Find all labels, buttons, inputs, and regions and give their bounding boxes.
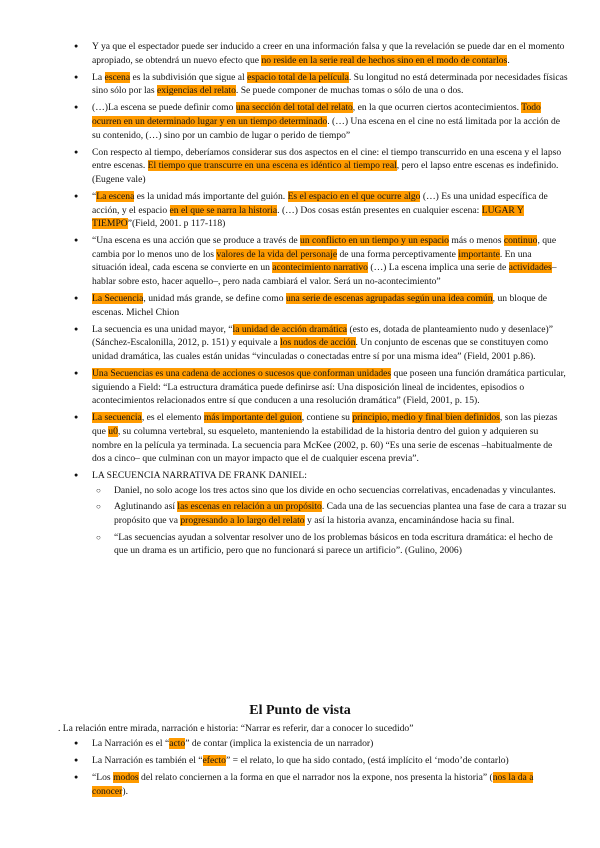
text-segment: (…) La escena implica una serie de: [367, 262, 509, 274]
text-segment: Daniel, no solo acoge los tres actos sino que los divide en ocho secuencias correlativas, encadenadas y vinculantes.: [114, 484, 556, 496]
text-segment: La Narración es también el “: [92, 755, 203, 767]
text-segment: ” = el relato, lo que ha sido contado, (está implícito el ‘modo’de contarlo): [225, 755, 509, 767]
highlighted-text: Todo ocurren en un determinado lugar y en un tiempo determinado: [92, 102, 541, 127]
bullet-item: [0, 323, 600, 364]
highlighted-text: La secuencia: [92, 412, 142, 424]
highlighted-text: acto: [169, 738, 186, 749]
bullet-item: [0, 411, 600, 465]
bullet-text: [92, 771, 568, 798]
text-segment: La secuencia es una unidad mayor, “: [92, 323, 233, 335]
bullet-text: [92, 101, 568, 142]
sub-bullet-item: [92, 500, 568, 527]
highlighted-text: una sección del total del relato: [235, 102, 353, 114]
bullet-text: [92, 323, 568, 364]
highlighted-text: más importante del guion: [203, 412, 302, 424]
bullet-text: [92, 754, 568, 768]
bullet-item: [0, 71, 600, 98]
text-segment: . Cada una de las secuencias plantea una fase de cara a trazar su propósito que va: [114, 501, 567, 526]
highlighted-text: modos: [113, 772, 139, 784]
highlighted-text: actividades: [508, 262, 552, 274]
bullet-item: [0, 469, 600, 558]
highlighted-text: las escenas en relación a un propósito: [177, 501, 322, 513]
bullet-list-escena-secuencia: [0, 40, 600, 561]
text-segment: ”(Field, 2001. p 117-118): [127, 218, 226, 230]
bullet-item: [0, 771, 600, 798]
highlighted-text: los nudos de acción: [280, 337, 356, 349]
text-segment: . Un conjunto de escenas que se constituyen como unidad dramática, las cuales están unidas “vinculadas o conectadas entre sí por una misma idea” (Field, 2001 p.86).: [92, 337, 549, 362]
text-segment: , es el elemento: [141, 412, 204, 424]
text-segment: .: [507, 54, 510, 66]
highlighted-text: la unidad de acción dramática: [232, 323, 348, 335]
text-segment: de una forma perceptivamente: [337, 248, 459, 260]
bullet-text: [92, 367, 568, 408]
bullet-text: [92, 234, 568, 288]
bullet-text: [92, 411, 568, 465]
text-segment: (…) Es una unidad específica de acción, y el espacio: [92, 190, 548, 216]
text-segment: “Los: [92, 772, 114, 784]
highlighted-text: no reside en la serie real de hechos sino en el modo de contarlos: [261, 54, 508, 66]
text-segment: . En una situación ideal, cada escena se convierte en un: [92, 248, 532, 274]
bullet-item: [0, 754, 600, 768]
bullet-item: [0, 292, 600, 319]
bullet-text: [92, 292, 568, 319]
highlighted-text: efecto: [202, 755, 226, 767]
text-segment: es la unidad más importante del guión.: [134, 190, 288, 202]
highlighted-text: Una Secuencias es una cadena de acciones o sucesos que conforman unidades: [92, 368, 392, 380]
text-segment: y así la historia avanza, encaminándose hacia su final.: [304, 515, 515, 526]
highlighted-text: Es el espacio en el que ocurre algo: [287, 190, 421, 202]
section-title: El Punto de vista: [249, 703, 351, 718]
highlighted-text: un conflicto en un tiempo y un espacio: [300, 235, 449, 247]
bullet-text: [92, 190, 568, 231]
bullet-item: [0, 367, 600, 408]
text-segment: que poseen una función dramática particular, siguiendo a Field: “La estructura dramática puede definirse así: Una disposición lineal de incidentes, episodios o acontecimientos relacionados entre sí que conducen a una resolución dramática” (Field, 2001, p. 15).: [92, 368, 566, 407]
bullet-text: [92, 71, 568, 98]
text-segment: , son las piezas que: [92, 412, 558, 437]
bullet-text: [92, 469, 568, 483]
highlighted-text: espacio total de la película: [247, 71, 349, 83]
bullet-item: [0, 737, 600, 751]
text-segment: del relato conciernen a la forma en que el narrador nos la expone, nos presenta la historia” (: [138, 772, 493, 784]
text-segment: , en la que ocurren ciertos acontecimientos.: [352, 102, 522, 114]
text-segment: ” de contar (implica la existencia de un narrador): [185, 738, 374, 749]
text-segment: . (…) Dos cosas están presentes en cualquier escena:: [277, 204, 482, 216]
highlighted-text: El tiempo que transcurre en una escena es idéntico al tiempo real: [147, 160, 397, 172]
bullet-text: [92, 737, 568, 751]
bullet-item: [0, 101, 600, 142]
highlighted-text: La Secuencia: [92, 293, 144, 305]
highlighted-text: nos la da a conocer: [92, 772, 534, 797]
text-segment: , su columna vertebral, su esqueleto, manteniendo la estabilidad de la historia dentro del guion y adquieren su nombre en la película ya terminada. La secuencia para McKee (2002, p. 60) “Es una serie de escenas –habitualmente de dos a cinco– que culminan con un mayor impacto que el de cualquier escena previa”.: [92, 425, 553, 465]
highlighted-text: progresando a lo largo del relato: [180, 515, 305, 526]
text-segment: La: [92, 71, 105, 83]
highlighted-text: una serie de escenas agrupadas según una idea común: [285, 293, 493, 305]
text-segment: es la subdivisión que sigue al: [130, 71, 248, 83]
text-segment: “: [92, 190, 97, 202]
text-segment: Con respecto al tiempo, deberíamos considerar sus dos aspectos en el cine: el tiempo transcurrido en una escena y el lapso entre escenas.: [92, 146, 562, 172]
text-segment: más o menos: [448, 235, 504, 247]
text-segment: , contiene su: [301, 412, 353, 424]
bullet-item: [0, 190, 600, 231]
text-segment: Aglutinando así: [114, 501, 178, 513]
text-segment: “Una escena es una acción que se produce a través de: [92, 235, 301, 247]
highlighted-text: en el que se narra la historia: [169, 204, 278, 216]
highlighted-text: acontecimiento narrativo: [272, 262, 368, 274]
text-segment: . (…) Una escena en el cine no está limitada por la acción de su contenido, (…) sino por un cambio de lugar o perido de tiempo”: [92, 115, 561, 141]
highlighted-text: u0: [108, 425, 118, 437]
highlighted-text: escena: [104, 71, 131, 83]
sub-bullet-item: [92, 531, 568, 558]
sub-bullet-item: [92, 484, 568, 498]
text-segment: (esto es, dotada de planteamiento nudo y desenlace)” (Sánchez-Escalonilla, 2012, p. 151) y equivale a: [92, 323, 553, 349]
bullet-text: [92, 40, 568, 67]
text-segment: , un bloque de escenas. Michel Chion: [92, 293, 548, 318]
highlighted-text: importante: [458, 248, 500, 260]
text-segment: Y ya que el espectador puede ser inducido a creer en una información falsa y que la revelación se puede dar en el momento apropiado, se obtendrá un nuevo efecto que: [92, 41, 565, 66]
text-segment: , unidad más grande, se define como: [143, 293, 286, 305]
sub-bullet-list: [92, 484, 568, 558]
text-segment: La Narración es el “: [92, 738, 170, 749]
text-segment: (…)La escena se puede definir como: [92, 102, 236, 114]
text-segment: . Se puede componer de muchas tomas o sólo de una o dos.: [235, 85, 464, 97]
highlighted-text: LUGAR Y TIEMPO: [92, 204, 524, 230]
text-segment: . Su longitud no está determinada por necesidades físicas sino sólo por las: [92, 71, 568, 97]
text-segment: “Las secuencias ayudan a solventar resolver uno de los problemas básicos en toda escritura dramática: el hecho de que un drama es un artificio, pero que no funcionará si parece un artificio”. (Gulino, 2006): [114, 531, 553, 557]
bullet-list-punto-de-vista: [0, 737, 600, 802]
highlighted-text: exigencias del relato: [157, 85, 236, 97]
bullet-item: [0, 234, 600, 288]
highlighted-text: valores de la vida del personaje: [216, 248, 338, 260]
text-segment: , pero el lapso entre escenas es indefinido. (Eugene vale): [92, 160, 559, 185]
highlighted-text: continuo: [503, 235, 538, 247]
section-intro: . La relación entre mirada, narración e historia: “Narrar es referir, dar a conocer lo sucedido”: [58, 723, 414, 734]
text-segment: ).: [122, 785, 128, 797]
bullet-item: [0, 40, 600, 67]
highlighted-text: principio, medio y final bien definidos: [352, 412, 500, 424]
bullet-text: [92, 146, 568, 187]
highlighted-text: La escena: [96, 190, 135, 202]
text-segment: –hablar sobre esto, hacer aquello–, pero nada cambiará el valor. Será un no-acontecimiento”: [92, 262, 557, 287]
text-segment: LA SECUENCIA NARRATIVA DE FRANK DANIEL:: [92, 470, 307, 482]
bullet-item: [0, 146, 600, 187]
text-segment: , que cambia por lo menos uno de los: [92, 235, 557, 260]
